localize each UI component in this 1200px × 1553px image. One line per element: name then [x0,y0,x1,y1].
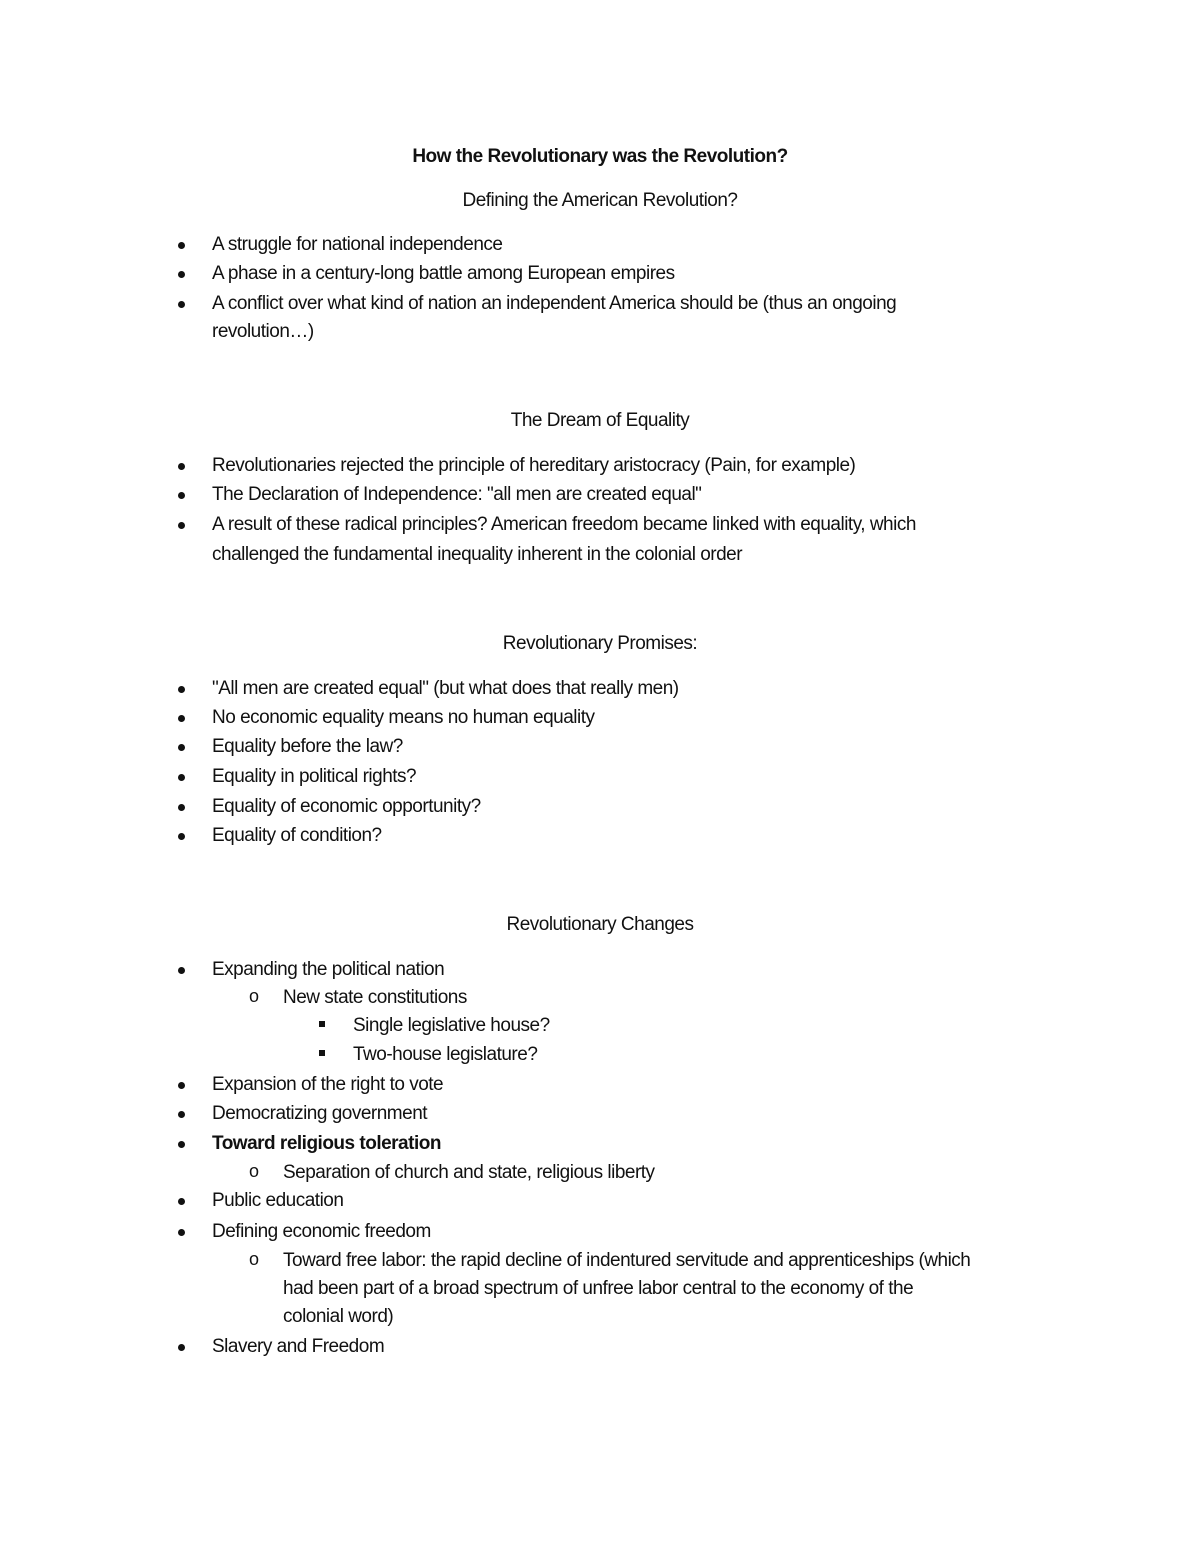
bullet-icon [178,1344,185,1351]
document-title: How the Revolutionary was the Revolution? [412,146,788,167]
list-item-continuation: challenged the fundamental inequality inherent in the colonial order [212,544,743,565]
bullet-icon [178,715,185,722]
bullet-icon [178,1229,185,1236]
bullet-icon [178,301,185,308]
list-item: Revolutionaries rejected the principle of hereditary aristocracy (Pain, for example) [212,455,856,476]
list-item: A result of these radical principles? American freedom became linked with equality, which [212,514,916,535]
section-heading-dream-of-equality: The Dream of Equality [510,410,690,431]
list-item: Toward religious toleration [212,1133,441,1154]
bullet-icon [178,774,185,781]
list-item: Expansion of the right to vote [212,1074,444,1095]
list-item: Slavery and Freedom [212,1336,385,1357]
bullet-icon [178,1141,185,1148]
sub-list-item: Separation of church and state, religious liberty [283,1162,655,1183]
list-item: "All men are created equal" (but what does that really men) [212,678,679,699]
bullet-icon [178,271,185,278]
bullet-icon [178,1198,185,1205]
circle-bullet-icon: o [249,1161,259,1181]
list-item: Expanding the political nation [212,959,445,980]
section-heading-revolutionary-promises: Revolutionary Promises: [502,633,698,654]
bullet-icon [178,522,185,529]
bullet-icon [178,804,185,811]
sub-list-item: Toward free labor: the rapid decline of indentured servitude and apprenticeships (which [283,1250,971,1271]
sub-sub-list-item: Single legislative house? [353,1015,550,1036]
bullet-icon [178,492,185,499]
bullet-icon [178,686,185,693]
square-bullet-icon [319,1021,325,1027]
sub-sub-list-item: Two-house legislature? [353,1044,538,1065]
list-item: Democratizing government [212,1103,428,1124]
list-item: Public education [212,1190,344,1211]
list-item: No economic equality means no human equality [212,707,595,728]
section-heading-revolutionary-changes: Revolutionary Changes [506,914,694,935]
bullet-icon [178,967,185,974]
sub-list-item-continuation: had been part of a broad spectrum of unfree labor central to the economy of the [283,1278,914,1299]
list-item: A conflict over what kind of nation an independent America should be (thus an ongoing [212,293,897,314]
list-item: A struggle for national independence [212,234,503,255]
list-item: Equality of economic opportunity? [212,796,481,817]
list-item: Equality of condition? [212,825,382,846]
list-item: The Declaration of Independence: "all men are created equal" [212,484,702,505]
bullet-icon [178,242,185,249]
list-item: A phase in a century-long battle among European empires [212,263,675,284]
sub-list-item: New state constitutions [283,987,467,1008]
bullet-icon [178,833,185,840]
section-heading-defining: Defining the American Revolution? [462,190,738,211]
list-item-continuation: revolution…) [212,321,314,342]
list-item: Equality before the law? [212,736,403,757]
bullet-icon [178,1111,185,1118]
list-item: Defining economic freedom [212,1221,431,1242]
bullet-icon [178,1082,185,1089]
circle-bullet-icon: o [249,986,259,1006]
circle-bullet-icon: o [249,1249,259,1269]
list-item: Equality in political rights? [212,766,417,787]
bullet-icon [178,463,185,470]
bullet-icon [178,744,185,751]
sub-list-item-continuation: colonial word) [283,1306,394,1327]
square-bullet-icon [319,1050,325,1056]
